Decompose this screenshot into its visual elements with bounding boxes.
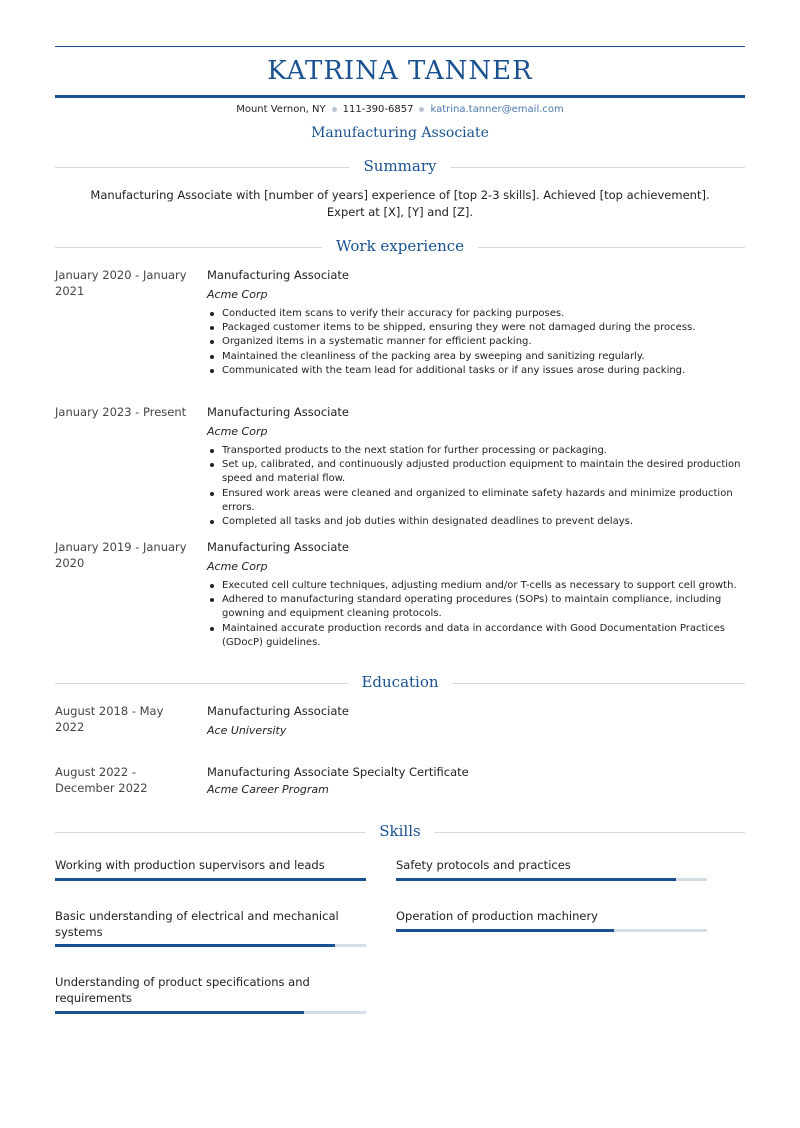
section-title: Education <box>347 673 452 691</box>
skill-name: Operation of production machinery <box>396 909 598 923</box>
skill-item <box>396 908 707 932</box>
skill-item <box>55 908 366 947</box>
entry-dates: January 2020 - January 2021 <box>55 268 187 298</box>
header-thick-rule <box>55 95 745 98</box>
experience-section-heading <box>55 237 745 257</box>
entry-dates: January 2019 - January 2020 <box>55 540 187 570</box>
bullet-item: Packaged customer items to be shipped, ensuring they were not damaged during the process. <box>207 321 745 335</box>
bullet-item: Completed all tasks and job duties within designated deadlines to prevent delays. <box>207 515 745 529</box>
skill-item <box>55 974 366 1014</box>
entry-body <box>207 764 745 798</box>
bullet-item: Set up, calibrated, and continuously adjusted production equipment to maintain the desired production speed and material flow. <box>207 458 745 486</box>
skill-item <box>396 857 707 881</box>
bullet-item: Communicated with the team lead for additional tasks or if any issues arose during packing. <box>207 364 745 378</box>
entry-body <box>207 404 745 529</box>
entry-school: Ace University <box>207 724 287 737</box>
entry-school: Acme Career Program <box>207 783 329 796</box>
skill-level-bar <box>396 929 707 932</box>
entry-bullets <box>207 579 745 650</box>
phone-text: 111-390-6857 <box>342 104 414 115</box>
entry-role: Manufacturing Associate <box>207 268 349 282</box>
bullet-item: Ensured work areas were cleaned and organized to eliminate safety hazards and minimize production errors. <box>207 487 745 515</box>
entry-role: Manufacturing Associate <box>207 540 349 554</box>
entry-company: Acme Corp <box>207 288 268 301</box>
candidate-name: KATRINA TANNER <box>267 56 533 86</box>
skill-level-fill <box>396 878 676 881</box>
bullet-item: Maintained accurate production records and data in accordance with Good Documentation Practices (GDocP) guidelines. <box>207 622 745 650</box>
entry-role: Manufacturing Associate <box>207 405 349 419</box>
separator-dot <box>419 107 424 112</box>
section-title: Summary <box>350 157 451 175</box>
header-top-rule <box>55 46 745 47</box>
bullet-item: Conducted item scans to verify their accuracy for packing purposes. <box>207 307 745 321</box>
skills-section-heading <box>55 822 745 842</box>
education-section-heading <box>55 673 745 693</box>
skill-level-bar <box>55 1011 366 1014</box>
skill-level-bar <box>55 944 366 947</box>
skill-level-fill <box>396 929 614 932</box>
summary-text: Manufacturing Associate with [number of years] experience of [top 2-3 skills]. Achieved [top achievement]. Expert at [X], [Y] and [Z]. <box>90 188 710 219</box>
section-title: Skills <box>365 822 434 840</box>
entry-body <box>207 539 745 650</box>
entry-degree: Manufacturing Associate <box>207 704 349 718</box>
skill-name: Safety protocols and practices <box>396 858 571 872</box>
entry-bullets <box>207 307 745 378</box>
entry-dates: August 2022 - December 2022 <box>55 765 148 795</box>
skill-level-bar <box>55 878 366 881</box>
summary-section-heading <box>55 157 745 177</box>
bullet-item: Adhered to manufacturing standard operating procedures (SOPs) to maintain compliance, including gowning and equipment cleaning protocols. <box>207 593 745 621</box>
bullet-item: Maintained the cleanliness of the packing area by sweeping and sanitizing regularly. <box>207 350 745 364</box>
entry-body <box>207 703 745 739</box>
entry-company: Acme Corp <box>207 425 268 438</box>
bullet-item: Organized items in a systematic manner for efficient packing. <box>207 335 745 349</box>
skill-level-fill <box>55 1011 304 1014</box>
bullet-item: Transported products to the next station for further processing or packaging. <box>207 444 745 458</box>
contact-line <box>0 104 800 115</box>
location-text: Mount Vernon, NY <box>236 104 326 115</box>
entry-dates: August 2018 - May 2022 <box>55 704 164 734</box>
entry-bullets <box>207 444 745 529</box>
skill-level-fill <box>55 944 335 947</box>
separator-dot <box>332 107 337 112</box>
bullet-item: Executed cell culture techniques, adjusting medium and/or T-cells as necessary to support cell growth. <box>207 579 745 593</box>
entry-body <box>207 267 745 378</box>
section-title: Work experience <box>322 237 478 255</box>
entry-degree: Manufacturing Associate Specialty Certificate <box>207 765 469 779</box>
entry-company: Acme Corp <box>207 560 268 573</box>
skill-name: Basic understanding of electrical and mechanical systems <box>55 909 339 939</box>
skill-name: Understanding of product specifications and requirements <box>55 975 310 1005</box>
email-link[interactable]: katrina.tanner@email.com <box>430 104 564 115</box>
skill-item <box>55 857 366 881</box>
skill-name: Working with production supervisors and leads <box>55 858 325 872</box>
skill-level-fill <box>55 878 366 881</box>
job-title: Manufacturing Associate <box>311 125 489 141</box>
entry-dates: January 2023 - Present <box>55 405 187 419</box>
skill-level-bar <box>396 878 707 881</box>
